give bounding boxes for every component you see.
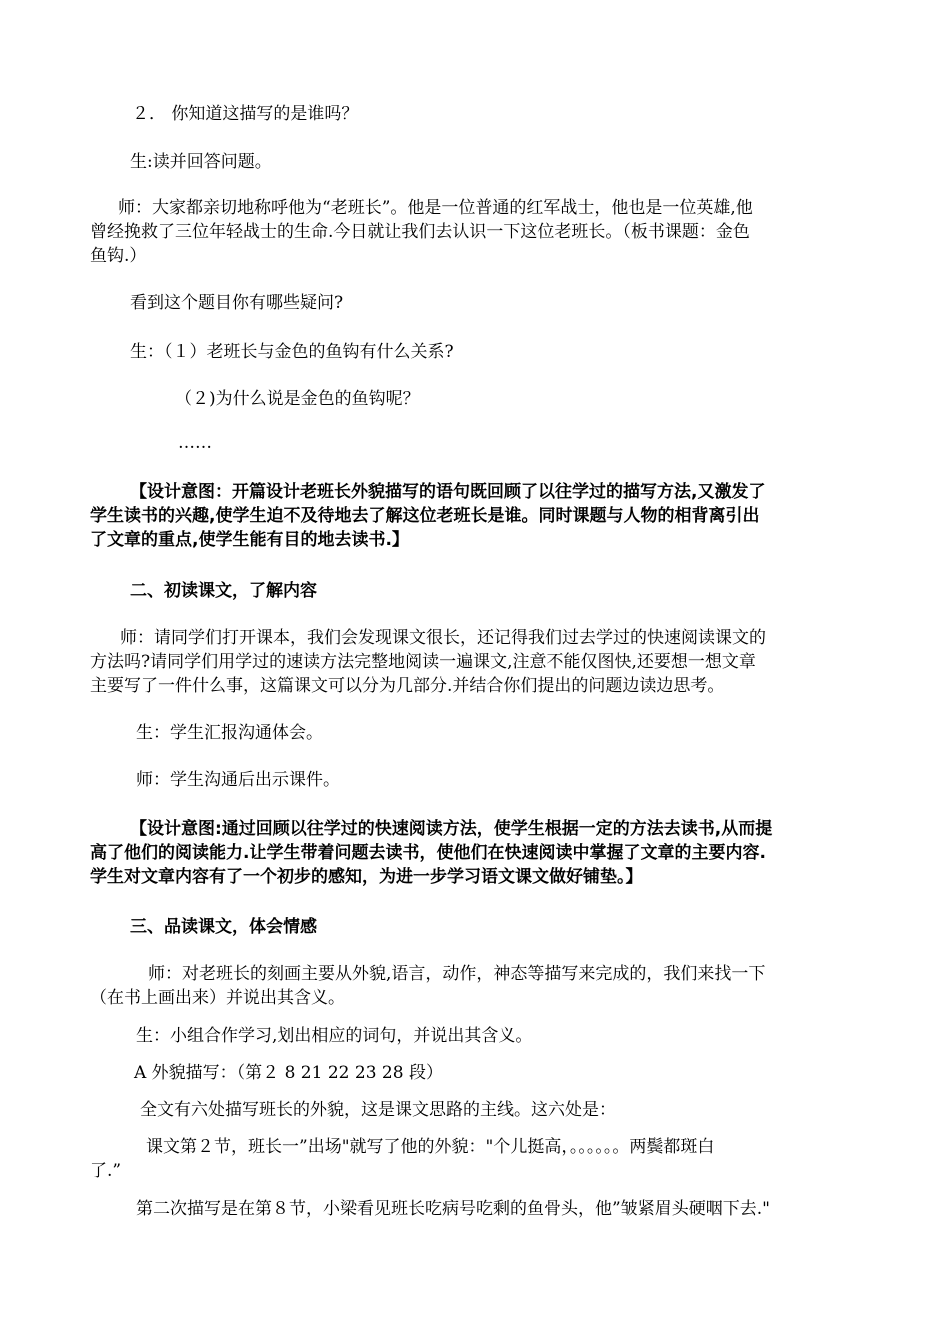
teacher-line-cont: 主要写了一件什么事，这篇课文可以分为几部分.并结合你们提出的问题边读边思考。 [90,676,725,696]
question-prompt: 看到这个题目你有哪些疑问? [130,293,344,313]
body-line: 课文第２节，班长一”出场"就写了他的外貌："个儿挺高，。。。。。。两鬓都斑白 [146,1137,715,1157]
teacher-line-cont: 方法吗?请同学们用学过的速读方法完整地阅读一遍课文,注意不能仅图快,还要想一想文章 [90,652,756,672]
teacher-line: 师：学生沟通后出示课件。 [136,770,340,790]
design-intent-note: 【设计意图:通过回顾以往学过的快速阅读方法，使学生根据一定的方法去读书,从而提 [130,819,773,839]
teacher-line: 师：大家都亲切地称呼他为“老班长”。他是一位普通的红军战士，他也是一位英雄,他 [118,198,753,218]
student-line: 生:读并回答问题。 [130,152,272,172]
body-line: 全文有六处描写班长的外貌，这是课文思路的主线。这六处是： [140,1100,616,1120]
design-intent-note-cont: 了文章的重点,使学生能有目的地去读书.】 [90,530,409,550]
teacher-line-cont: （在书上画出来）并说出其含义。 [90,988,345,1008]
ellipsis: …… [178,433,212,453]
teacher-line: 师：请同学们打开课本，我们会发现课文很长，还记得我们过去学过的快速阅读课文的 [120,628,766,648]
section-heading: 三、品读课文，体会情感 [130,917,317,937]
design-intent-note-cont: 高了他们的阅读能力.让学生带着问题去读书，使他们在快速阅读中掌握了文章的主要内容. [90,843,766,863]
subsection-title: A 外貌描写：（第２ 8 21 22 23 28 段） [134,1063,443,1083]
body-line: 第二次描写是在第８节，小梁看见班长吃病号吃剩的鱼骨头，他”皱紧眉头硬咽下去." [136,1199,770,1219]
student-question: （２)为什么说是金色的鱼钩呢？ [175,389,420,409]
design-intent-note-cont: 学生读书的兴趣,使学生迫不及待地去了解这位老班长是谁。同时课题与人物的相背离引出 [90,506,760,526]
teacher-line-cont: 鱼钩.） [90,246,147,266]
student-line: 生：学生汇报沟通体会。 [136,723,323,743]
design-intent-note: 【设计意图：开篇设计老班长外貌描写的语句既回顾了以往学过的描写方法,又激发了 [130,482,766,502]
section-heading: 二、初读课文，了解内容 [130,581,317,601]
teacher-line: 师：对老班长的刻画主要从外貌,语言，动作，神态等描写来完成的，我们来找一下 [148,964,766,984]
design-intent-note-cont: 学生对文章内容有了一个初步的感知，为进一步学习语文课文做好铺垫。】 [90,867,643,887]
question-line: ２． 你知道这描写的是谁吗？ [132,104,359,124]
teacher-line-cont: 曾经挽救了三位年轻战士的生命.今日就让我们去认识一下这位老班长。（板书课题：金色 [90,222,750,242]
student-line: 生：小组合作学习,划出相应的词句，并说出其含义。 [136,1026,533,1046]
body-line-cont: 了.” [90,1161,122,1181]
student-question: 生：（１）老班长与金色的鱼钩有什么关系? [130,342,454,362]
